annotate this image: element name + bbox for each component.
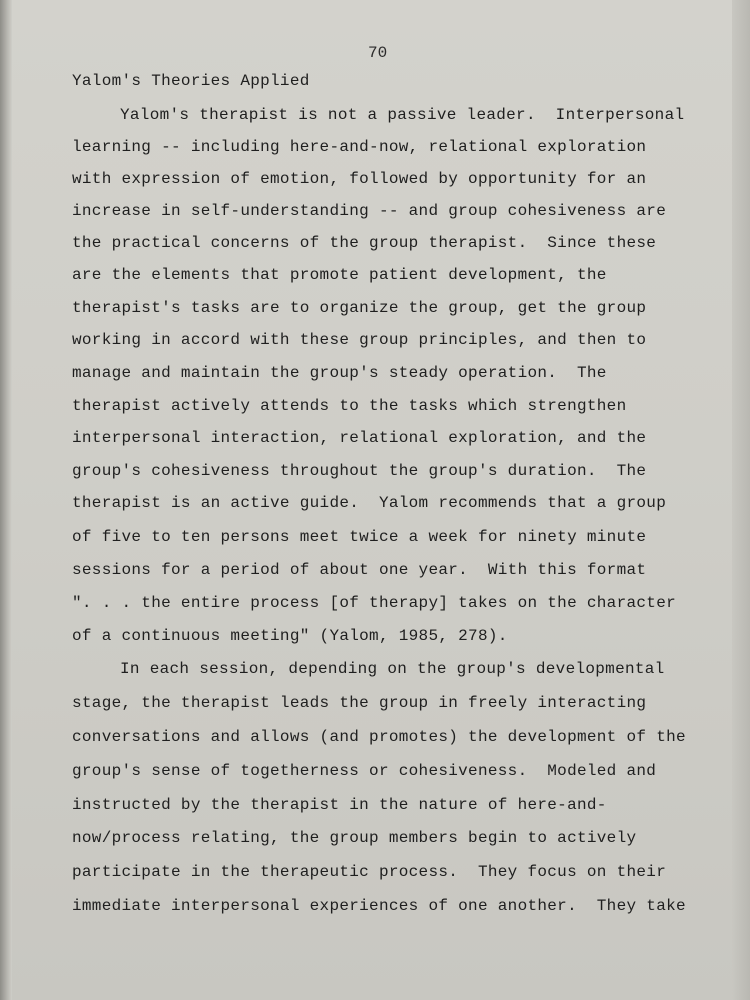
- text-line: group's sense of togetherness or cohesiveness. Modeled and: [72, 762, 657, 780]
- section-heading: Yalom's Theories Applied: [72, 72, 310, 90]
- text-line: group's cohesiveness throughout the group's duration. The: [72, 462, 647, 480]
- text-line: manage and maintain the group's steady operation. The: [72, 364, 607, 382]
- text-line: the practical concerns of the group therapist. Since these: [72, 234, 657, 252]
- text-line: therapist actively attends to the tasks which strengthen: [72, 397, 627, 415]
- text-line: conversations and allows (and promotes) the development of the: [72, 728, 686, 746]
- text-line: working in accord with these group principles, and then to: [72, 331, 647, 349]
- text-line: of a continuous meeting" (Yalom, 1985, 278).: [72, 627, 508, 645]
- text-line: immediate interpersonal experiences of one another. They take: [72, 897, 686, 915]
- text-line: participate in the therapeutic process. They focus on their: [72, 863, 667, 881]
- page-edge-shadow-right: [732, 0, 750, 1000]
- text-line: are the elements that promote patient development, the: [72, 266, 607, 284]
- text-line: increase in self-understanding -- and group cohesiveness are: [72, 202, 667, 220]
- text-line: now/process relating, the group members begin to actively: [72, 829, 637, 847]
- text-line: In each session, depending on the group's developmental: [120, 660, 665, 678]
- text-line: of five to ten persons meet twice a week for ninety minute: [72, 528, 647, 546]
- text-line: instructed by the therapist in the nature of here-and-: [72, 796, 607, 814]
- text-line: ". . . the entire process [of therapy] takes on the character: [72, 594, 676, 612]
- text-line: stage, the therapist leads the group in freely interacting: [72, 694, 647, 712]
- text-line: therapist is an active guide. Yalom recommends that a group: [72, 494, 667, 512]
- text-line: therapist's tasks are to organize the group, get the group: [72, 299, 647, 317]
- page-number: 70: [368, 44, 388, 62]
- text-line: learning -- including here-and-now, relational exploration: [72, 138, 647, 156]
- text-line: Yalom's therapist is not a passive leader. Interpersonal: [120, 106, 685, 124]
- page-edge-shadow-left: [0, 0, 12, 1000]
- text-line: with expression of emotion, followed by opportunity for an: [72, 170, 647, 188]
- text-line: interpersonal interaction, relational exploration, and the: [72, 429, 647, 447]
- text-line: sessions for a period of about one year. With this format: [72, 561, 647, 579]
